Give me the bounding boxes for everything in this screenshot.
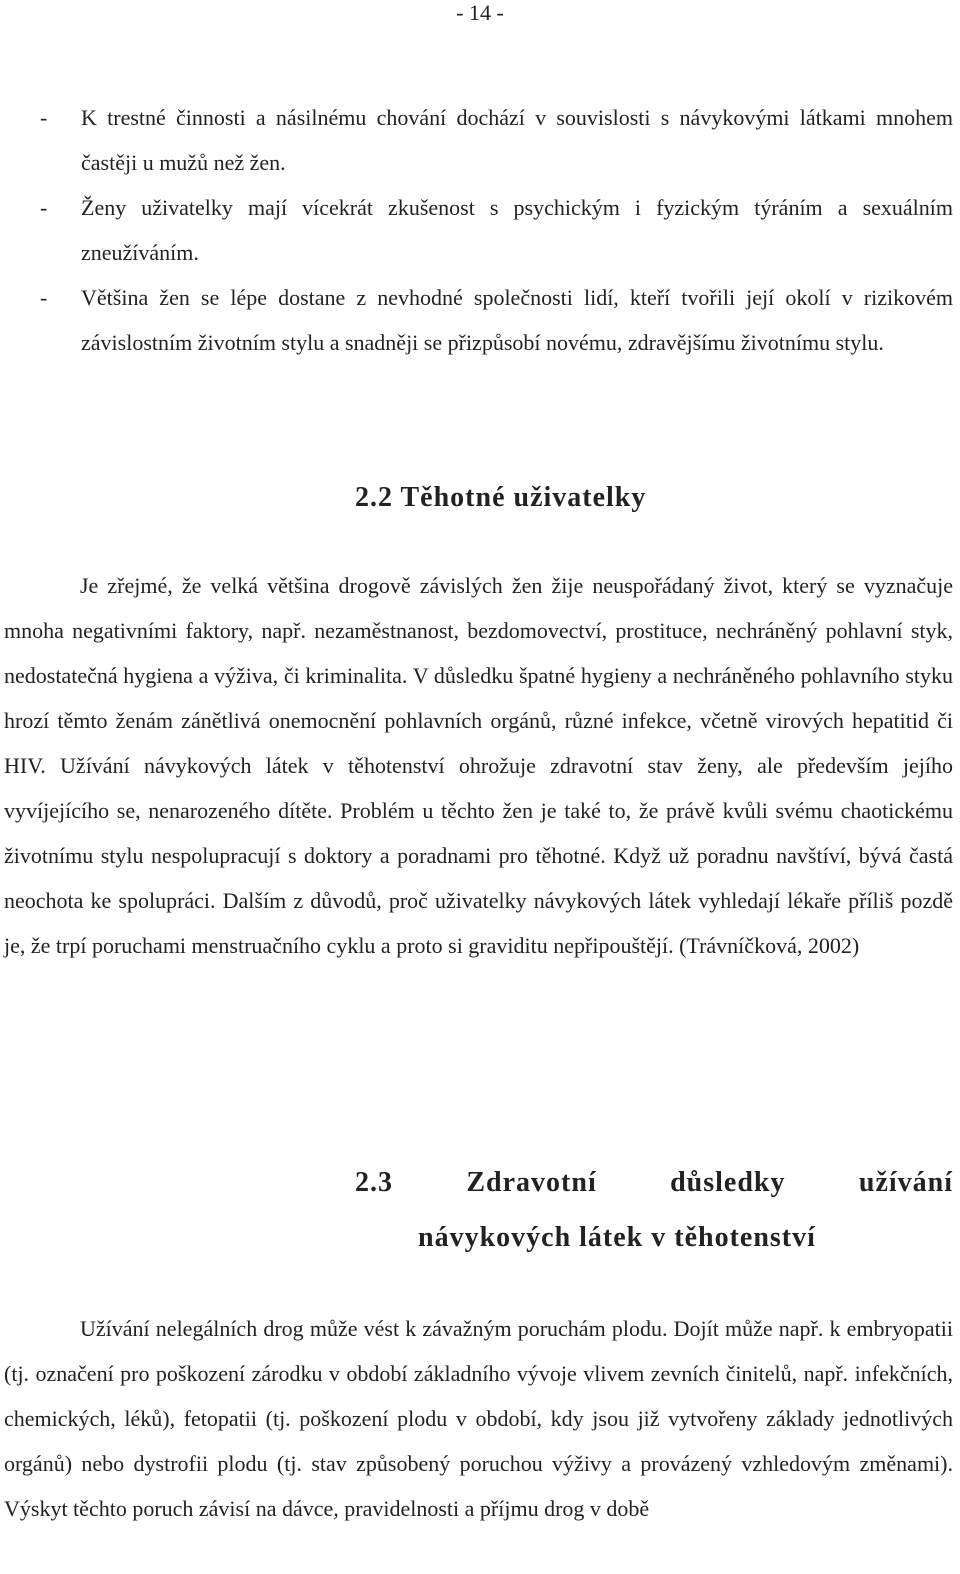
bullet-text: Ženy uživatelky mají vícekrát zkušenost s psychickým i fyzickým týráním a sexuálním zneužíváním. (81, 195, 953, 265)
section-heading-2-2: 2.2 Těhotné uživatelky (355, 482, 647, 513)
section-heading-2-3-line1: 2.3 Zdravotní důsledky užívání (355, 1167, 953, 1198)
list-item (0, 95, 953, 185)
section-2-2-paragraph: Je zřejmé, že velká většina drogově závislých žen žije neuspořádaný život, který se vyznačuje mnoha negativními faktory, např. nezaměstnanost, bezdomovectví, prostituce, nechráněný pohlavní styk, nedostatečná hygiena a výživa, či kriminalita. V důsledku špatné hygieny a nechráněného pohlavního styku hrozí těmto ženám zánětlivá onemocnění pohlavních orgánů, různé infekce, včetně virových hepatitid či HIV. Užívání návykových látek v těhotenství ohrožuje zdravotní stav ženy, ale především jejího vyvíjejícího se, nenarozeného dítěte. Problém u těchto žen je také to, že právě kvůli svému chaotickému životnímu stylu nespolupracují s doktory a poradnami pro těhotné. Když už poradnu navštíví, bývá častá neochota ke spolupráci. Dalším z důvodů, proč uživatelky návykových látek vyhledají lékaře příliš pozdě je, že trpí poruchami menstruačního cyklu a proto si graviditu nepřipouštějí. (Trávníčková, 2002) (4, 573, 953, 958)
bullet-dash: - (40, 105, 48, 130)
bullet-text: Většina žen se lépe dostane z nevhodné společnosti lidí, kteří tvořili její okolí v rizikovém závislostním životním stylu a snadněji se přizpůsobí novému, zdravějšímu životnímu stylu. (81, 285, 953, 355)
list-item (0, 275, 953, 365)
bullet-dash: - (40, 195, 48, 220)
bullet-dash: - (40, 285, 48, 310)
bullet-list (0, 95, 953, 365)
bullet-text: K trestné činnosti a násilnému chování dochází v souvislosti s návykovými látkami mnohem častěji u mužů než žen. (81, 105, 953, 175)
section-heading-2-3-line2: návykových látek v těhotenství (418, 1222, 816, 1253)
list-item (0, 185, 953, 275)
page-number: - 14 - (456, 0, 504, 25)
section-2-3-paragraph: Užívání nelegálních drog může vést k závažným poruchám plodu. Dojít může např. k embryopatii (tj. označení pro poškození zárodku v období základního vývoje vlivem zevních činitelů, např. infekčních, chemických, léků), fetopatii (tj. poškození plodu v období, kdy jsou již vytvořeny základy jednotlivých orgánů) nebo dystrofii plodu (tj. stav způsobený poruchou výživy a provázený vzhledovým změnami). Výskyt těchto poruch závisí na dávce, pravidelnosti a příjmu drog v době (4, 1316, 953, 1521)
